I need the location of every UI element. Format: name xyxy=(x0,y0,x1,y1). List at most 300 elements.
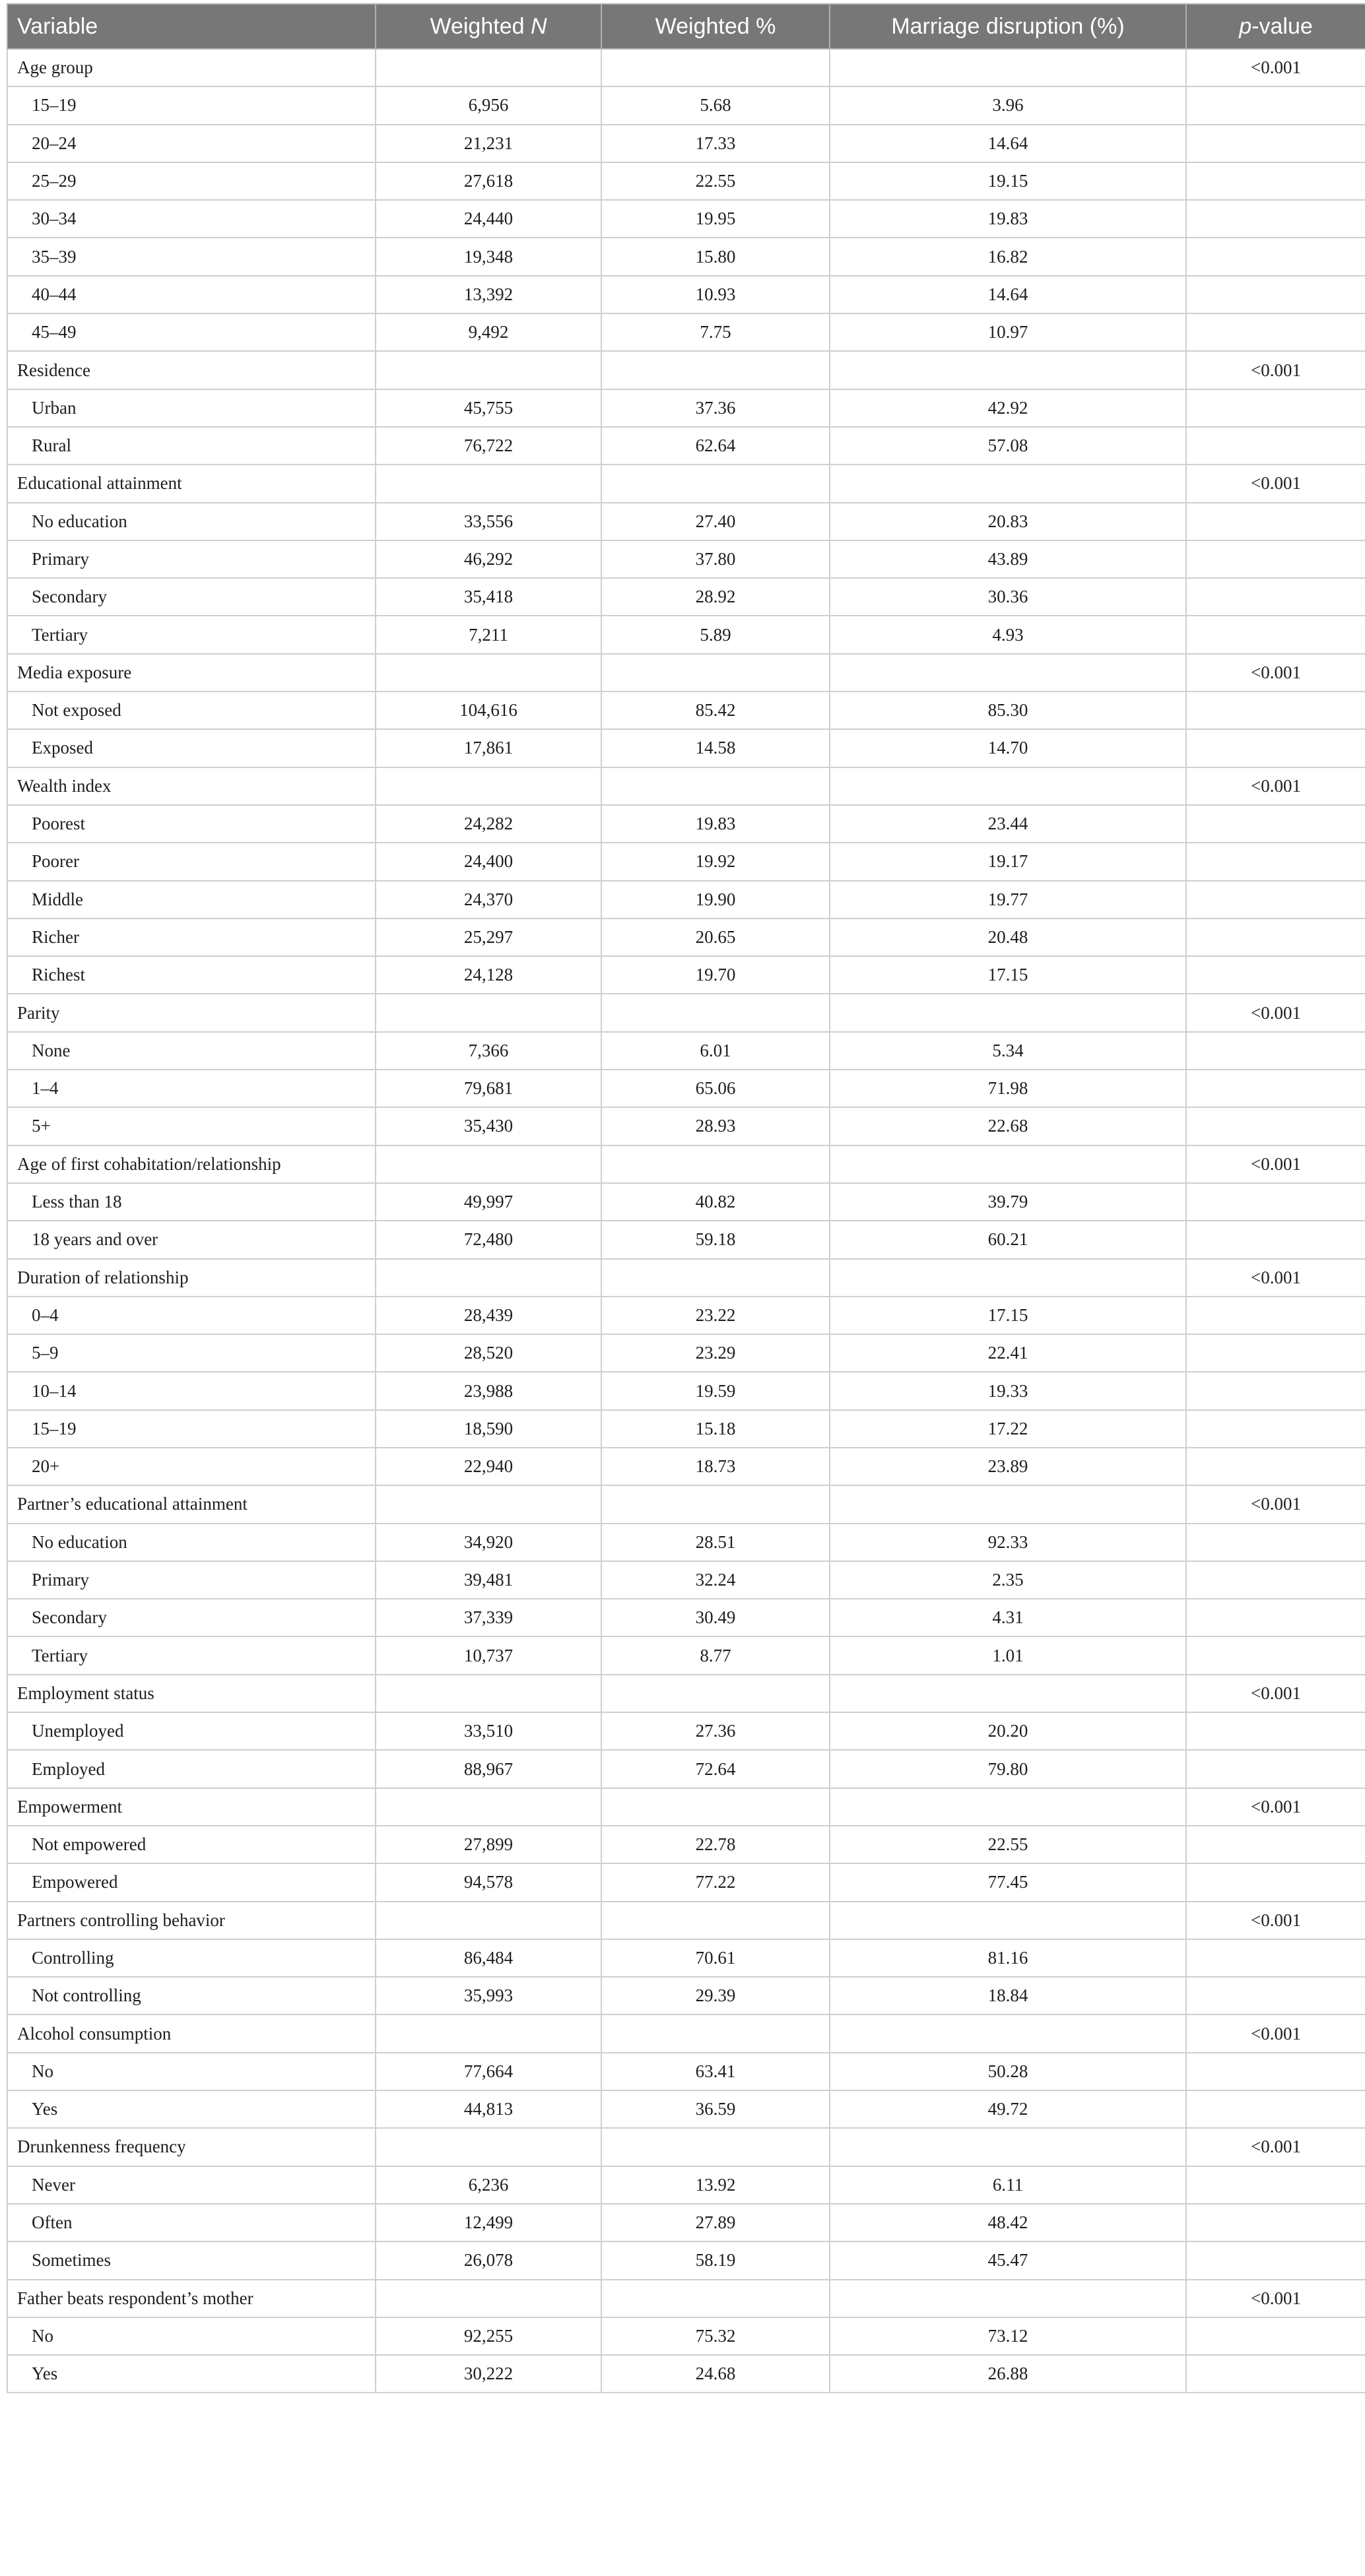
empty-cell xyxy=(1186,2317,1365,2355)
empty-cell xyxy=(1186,162,1365,200)
group-row xyxy=(7,767,1365,805)
p-value-cell: <0.001 xyxy=(1186,2014,1365,2052)
weighted-percent-cell: 22.78 xyxy=(601,1826,830,1863)
weighted-percent-cell: 27.40 xyxy=(601,503,830,540)
category-label: Rural xyxy=(7,427,376,465)
weighted-percent-cell: 24.68 xyxy=(601,2355,830,2393)
empty-cell xyxy=(1186,2090,1365,2128)
weighted-n-cell: 30,222 xyxy=(376,2355,601,2393)
p-value-cell: <0.001 xyxy=(1186,1788,1365,1826)
marriage-disruption-cell: 71.98 xyxy=(830,1070,1186,1107)
category-label: Yes xyxy=(7,2090,376,2128)
marriage-disruption-cell: 19.77 xyxy=(830,881,1186,918)
empty-cell xyxy=(376,2128,601,2166)
weighted-n-cell: 6,236 xyxy=(376,2166,601,2204)
p-value-cell: <0.001 xyxy=(1186,49,1365,86)
category-label: 15–19 xyxy=(7,86,376,124)
group-row xyxy=(7,2280,1365,2317)
empty-cell xyxy=(1186,427,1365,465)
empty-cell xyxy=(1186,313,1365,351)
weighted-percent-cell: 19.92 xyxy=(601,843,830,880)
weighted-n-cell: 21,231 xyxy=(376,125,601,162)
table-row xyxy=(7,1561,1365,1599)
weighted-percent-cell: 85.42 xyxy=(601,692,830,729)
marriage-disruption-cell: 57.08 xyxy=(830,427,1186,465)
weighted-n-cell: 37,339 xyxy=(376,1599,601,1636)
group-label: Empowerment xyxy=(7,1788,376,1826)
marriage-disruption-cell: 22.68 xyxy=(830,1107,1186,1145)
weighted-n-cell: 49,997 xyxy=(376,1183,601,1221)
table-row xyxy=(7,125,1365,162)
marriage-disruption-cell: 18.84 xyxy=(830,1977,1186,2014)
marriage-disruption-cell: 17.15 xyxy=(830,1297,1186,1334)
empty-cell xyxy=(601,1485,830,1523)
table-row xyxy=(7,692,1365,729)
marriage-disruption-cell: 73.12 xyxy=(830,2317,1186,2355)
table-row xyxy=(7,1977,1365,2014)
category-label: Middle xyxy=(7,881,376,918)
table-row xyxy=(7,2317,1365,2355)
p-value-cell: <0.001 xyxy=(1186,767,1365,805)
category-label: Exposed xyxy=(7,729,376,767)
table-row xyxy=(7,1826,1365,1863)
marriage-disruption-cell: 19.33 xyxy=(830,1372,1186,1409)
empty-cell xyxy=(1186,578,1365,616)
weighted-n-cell: 24,370 xyxy=(376,881,601,918)
table-row xyxy=(7,2204,1365,2241)
weighted-n-cell: 35,418 xyxy=(376,578,601,616)
weighted-percent-cell: 63.41 xyxy=(601,2053,830,2090)
group-label: Partner’s educational attainment xyxy=(7,1485,376,1523)
empty-cell xyxy=(1186,805,1365,843)
table-row xyxy=(7,2241,1365,2279)
p-value-cell: <0.001 xyxy=(1186,1485,1365,1523)
empty-cell xyxy=(1186,2053,1365,2090)
category-label: Never xyxy=(7,2166,376,2204)
table-row xyxy=(7,1334,1365,1372)
empty-cell xyxy=(1186,1863,1365,1901)
empty-cell xyxy=(376,1675,601,1712)
group-row xyxy=(7,351,1365,389)
empty-cell xyxy=(376,1145,601,1183)
table-row xyxy=(7,1221,1365,1258)
table-row xyxy=(7,881,1365,918)
table-row xyxy=(7,578,1365,616)
empty-cell xyxy=(376,2014,601,2052)
empty-cell xyxy=(376,1485,601,1523)
group-row xyxy=(7,654,1365,692)
category-label: Primary xyxy=(7,540,376,578)
empty-cell xyxy=(830,1788,1186,1826)
weighted-percent-cell: 30.49 xyxy=(601,1599,830,1636)
weighted-percent-cell: 72.64 xyxy=(601,1750,830,1787)
weighted-n-cell: 12,499 xyxy=(376,2204,601,2241)
category-label: 35–39 xyxy=(7,238,376,275)
weighted-n-cell: 77,664 xyxy=(376,2053,601,2090)
group-label: Age of first cohabitation/relationship xyxy=(7,1145,376,1183)
category-label: 1–4 xyxy=(7,1070,376,1107)
weighted-percent-cell: 65.06 xyxy=(601,1070,830,1107)
table-row xyxy=(7,313,1365,351)
empty-cell xyxy=(1186,1221,1365,1258)
category-label: Tertiary xyxy=(7,1636,376,1674)
weighted-percent-cell: 7.75 xyxy=(601,313,830,351)
weighted-percent-cell: 37.36 xyxy=(601,389,830,427)
marriage-disruption-cell: 10.97 xyxy=(830,313,1186,351)
weighted-percent-cell: 58.19 xyxy=(601,2241,830,2279)
empty-cell xyxy=(1186,540,1365,578)
weighted-percent-cell: 28.93 xyxy=(601,1107,830,1145)
weighted-percent-cell: 13.92 xyxy=(601,2166,830,2204)
weighted-percent-cell: 23.29 xyxy=(601,1334,830,1372)
weighted-n-cell: 7,211 xyxy=(376,616,601,653)
empty-cell xyxy=(1186,389,1365,427)
marriage-disruption-cell: 20.48 xyxy=(830,918,1186,956)
group-label: Wealth index xyxy=(7,767,376,805)
p-value-cell: <0.001 xyxy=(1186,351,1365,389)
marriage-disruption-table xyxy=(7,3,1365,2393)
group-row xyxy=(7,49,1365,86)
empty-cell xyxy=(1186,1750,1365,1787)
marriage-disruption-cell: 3.96 xyxy=(830,86,1186,124)
category-label: No education xyxy=(7,503,376,540)
weighted-percent-cell: 5.89 xyxy=(601,616,830,653)
header-weighted-n xyxy=(376,4,601,49)
empty-cell xyxy=(1186,1297,1365,1334)
weighted-percent-cell: 77.22 xyxy=(601,1863,830,1901)
category-label: Not exposed xyxy=(7,692,376,729)
category-label: Primary xyxy=(7,1561,376,1599)
category-label: Not empowered xyxy=(7,1826,376,1863)
marriage-disruption-cell: 48.42 xyxy=(830,2204,1186,2241)
empty-cell xyxy=(830,994,1186,1031)
marriage-disruption-cell: 16.82 xyxy=(830,238,1186,275)
table-row xyxy=(7,843,1365,880)
empty-cell xyxy=(1186,1939,1365,1977)
category-label: Controlling xyxy=(7,1939,376,1977)
empty-cell xyxy=(1186,692,1365,729)
weighted-n-cell: 23,988 xyxy=(376,1372,601,1409)
empty-cell xyxy=(1186,1410,1365,1448)
empty-cell xyxy=(830,2014,1186,2052)
table-row xyxy=(7,1599,1365,1636)
weighted-n-cell: 34,920 xyxy=(376,1524,601,1561)
weighted-n-cell: 39,481 xyxy=(376,1561,601,1599)
marriage-disruption-cell: 42.92 xyxy=(830,389,1186,427)
p-value-cell: <0.001 xyxy=(1186,2280,1365,2317)
weighted-n-cell: 6,956 xyxy=(376,86,601,124)
weighted-percent-cell: 59.18 xyxy=(601,1221,830,1258)
empty-cell xyxy=(376,767,601,805)
header-weighted-n-text: Weighted xyxy=(430,13,531,39)
category-label: Richest xyxy=(7,956,376,994)
category-label: Empowered xyxy=(7,1863,376,1901)
p-value-cell: <0.001 xyxy=(1186,1145,1365,1183)
table-row xyxy=(7,389,1365,427)
weighted-n-cell: 13,392 xyxy=(376,276,601,313)
category-label: Secondary xyxy=(7,1599,376,1636)
table-row xyxy=(7,86,1365,124)
weighted-n-cell: 46,292 xyxy=(376,540,601,578)
empty-cell xyxy=(1186,1032,1365,1070)
category-label: Poorest xyxy=(7,805,376,843)
group-label: Media exposure xyxy=(7,654,376,692)
marriage-disruption-cell: 4.31 xyxy=(830,1599,1186,1636)
empty-cell xyxy=(830,1675,1186,1712)
marriage-disruption-cell: 17.15 xyxy=(830,956,1186,994)
empty-cell xyxy=(830,654,1186,692)
marriage-disruption-cell: 14.64 xyxy=(830,125,1186,162)
empty-cell xyxy=(601,1145,830,1183)
weighted-percent-cell: 19.70 xyxy=(601,956,830,994)
group-label: Father beats respondent’s mother xyxy=(7,2280,376,2317)
group-label: Duration of relationship xyxy=(7,1259,376,1297)
category-label: 5+ xyxy=(7,1107,376,1145)
marriage-disruption-cell: 26.88 xyxy=(830,2355,1186,2393)
weighted-n-cell: 18,590 xyxy=(376,1410,601,1448)
weighted-n-cell: 9,492 xyxy=(376,313,601,351)
weighted-n-cell: 86,484 xyxy=(376,1939,601,1977)
group-label: Parity xyxy=(7,994,376,1031)
weighted-n-cell: 35,993 xyxy=(376,1977,601,2014)
empty-cell xyxy=(1186,2166,1365,2204)
table-row xyxy=(7,1939,1365,1977)
group-row xyxy=(7,2128,1365,2166)
empty-cell xyxy=(1186,125,1365,162)
marriage-disruption-cell: 6.11 xyxy=(830,2166,1186,2204)
weighted-percent-cell: 75.32 xyxy=(601,2317,830,2355)
marriage-disruption-cell: 60.21 xyxy=(830,1221,1186,1258)
weighted-n-cell: 76,722 xyxy=(376,427,601,465)
table-row xyxy=(7,1372,1365,1409)
category-label: 25–29 xyxy=(7,162,376,200)
header-p-value-text: -value xyxy=(1251,13,1313,39)
empty-cell xyxy=(376,1788,601,1826)
marriage-disruption-cell: 81.16 xyxy=(830,1939,1186,1977)
group-row xyxy=(7,994,1365,1031)
table-row xyxy=(7,1410,1365,1448)
group-row xyxy=(7,1675,1365,1712)
weighted-n-cell: 79,681 xyxy=(376,1070,601,1107)
group-row xyxy=(7,1145,1365,1183)
empty-cell xyxy=(601,2280,830,2317)
empty-cell xyxy=(1186,1561,1365,1599)
header-p-italic: p xyxy=(1239,13,1252,39)
empty-cell xyxy=(376,1902,601,1939)
table-row xyxy=(7,238,1365,275)
category-label: Secondary xyxy=(7,578,376,616)
weighted-n-cell: 17,861 xyxy=(376,729,601,767)
empty-cell xyxy=(1186,1524,1365,1561)
weighted-percent-cell: 23.22 xyxy=(601,1297,830,1334)
empty-cell xyxy=(1186,86,1365,124)
table-row xyxy=(7,1070,1365,1107)
empty-cell xyxy=(376,49,601,86)
empty-cell xyxy=(1186,1372,1365,1409)
empty-cell xyxy=(1186,1448,1365,1485)
empty-cell xyxy=(1186,918,1365,956)
category-label: Less than 18 xyxy=(7,1183,376,1221)
marriage-disruption-cell: 20.83 xyxy=(830,503,1186,540)
header-variable: Variable xyxy=(7,4,376,49)
marriage-disruption-cell: 23.89 xyxy=(830,1448,1186,1485)
weighted-percent-cell: 28.51 xyxy=(601,1524,830,1561)
marriage-disruption-cell: 20.20 xyxy=(830,1712,1186,1750)
table-row xyxy=(7,1524,1365,1561)
empty-cell xyxy=(376,654,601,692)
weighted-percent-cell: 40.82 xyxy=(601,1183,830,1221)
group-label: Age group xyxy=(7,49,376,86)
weighted-n-cell: 35,430 xyxy=(376,1107,601,1145)
table-row xyxy=(7,956,1365,994)
table-row xyxy=(7,1712,1365,1750)
p-value-cell: <0.001 xyxy=(1186,465,1365,502)
marriage-disruption-cell: 45.47 xyxy=(830,2241,1186,2279)
weighted-n-cell: 22,940 xyxy=(376,1448,601,1485)
group-row xyxy=(7,2014,1365,2052)
table-row xyxy=(7,200,1365,238)
weighted-percent-cell: 15.80 xyxy=(601,238,830,275)
weighted-n-cell: 72,480 xyxy=(376,1221,601,1258)
group-label: Partners controlling behavior xyxy=(7,1902,376,1939)
p-value-cell: <0.001 xyxy=(1186,1675,1365,1712)
weighted-n-cell: 33,556 xyxy=(376,503,601,540)
category-label: Unemployed xyxy=(7,1712,376,1750)
weighted-n-cell: 24,128 xyxy=(376,956,601,994)
weighted-n-cell: 19,348 xyxy=(376,238,601,275)
group-label: Alcohol consumption xyxy=(7,2014,376,2052)
marriage-disruption-cell: 49.72 xyxy=(830,2090,1186,2128)
table-row xyxy=(7,503,1365,540)
weighted-percent-cell: 27.36 xyxy=(601,1712,830,1750)
weighted-percent-cell: 14.58 xyxy=(601,729,830,767)
p-value-cell: <0.001 xyxy=(1186,994,1365,1031)
table-row xyxy=(7,162,1365,200)
marriage-disruption-cell: 14.64 xyxy=(830,276,1186,313)
marriage-disruption-cell: 4.93 xyxy=(830,616,1186,653)
category-label: Yes xyxy=(7,2355,376,2393)
weighted-percent-cell: 36.59 xyxy=(601,2090,830,2128)
category-label: Tertiary xyxy=(7,616,376,653)
group-row xyxy=(7,1902,1365,1939)
weighted-percent-cell: 19.90 xyxy=(601,881,830,918)
marriage-disruption-cell: 19.83 xyxy=(830,200,1186,238)
empty-cell xyxy=(1186,1183,1365,1221)
p-value-cell: <0.001 xyxy=(1186,654,1365,692)
weighted-n-cell: 25,297 xyxy=(376,918,601,956)
empty-cell xyxy=(601,994,830,1031)
weighted-percent-cell: 19.83 xyxy=(601,805,830,843)
empty-cell xyxy=(1186,1599,1365,1636)
table-row xyxy=(7,276,1365,313)
empty-cell xyxy=(1186,2241,1365,2279)
marriage-disruption-cell: 5.34 xyxy=(830,1032,1186,1070)
table-row xyxy=(7,918,1365,956)
category-label: No education xyxy=(7,1524,376,1561)
empty-cell xyxy=(601,1788,830,1826)
weighted-percent-cell: 22.55 xyxy=(601,162,830,200)
category-label: Urban xyxy=(7,389,376,427)
header-row xyxy=(7,4,1365,49)
weighted-percent-cell: 8.77 xyxy=(601,1636,830,1674)
group-label: Employment status xyxy=(7,1675,376,1712)
empty-cell xyxy=(1186,276,1365,313)
empty-cell xyxy=(1186,1107,1365,1145)
weighted-percent-cell: 17.33 xyxy=(601,125,830,162)
weighted-percent-cell: 20.65 xyxy=(601,918,830,956)
empty-cell xyxy=(830,465,1186,502)
category-label: 18 years and over xyxy=(7,1221,376,1258)
weighted-percent-cell: 29.39 xyxy=(601,1977,830,2014)
category-label: 20+ xyxy=(7,1448,376,1485)
empty-cell xyxy=(830,1902,1186,1939)
empty-cell xyxy=(1186,238,1365,275)
weighted-percent-cell: 28.92 xyxy=(601,578,830,616)
group-label: Residence xyxy=(7,351,376,389)
table-row xyxy=(7,729,1365,767)
empty-cell xyxy=(601,465,830,502)
empty-cell xyxy=(830,767,1186,805)
category-label: 30–34 xyxy=(7,200,376,238)
empty-cell xyxy=(376,351,601,389)
marriage-disruption-cell: 43.89 xyxy=(830,540,1186,578)
header-weighted-percent: Weighted % xyxy=(601,4,830,49)
marriage-disruption-cell: 2.35 xyxy=(830,1561,1186,1599)
empty-cell xyxy=(601,1675,830,1712)
weighted-n-cell: 94,578 xyxy=(376,1863,601,1901)
empty-cell xyxy=(1186,1070,1365,1107)
table-row xyxy=(7,1863,1365,1901)
weighted-n-cell: 45,755 xyxy=(376,389,601,427)
empty-cell xyxy=(1186,729,1365,767)
empty-cell xyxy=(830,1145,1186,1183)
empty-cell xyxy=(830,49,1186,86)
header-p-value xyxy=(1186,4,1365,49)
p-value-cell: <0.001 xyxy=(1186,2128,1365,2166)
marriage-disruption-cell: 23.44 xyxy=(830,805,1186,843)
weighted-percent-cell: 10.93 xyxy=(601,276,830,313)
weighted-n-cell: 7,366 xyxy=(376,1032,601,1070)
table-row xyxy=(7,2090,1365,2128)
weighted-n-cell: 27,899 xyxy=(376,1826,601,1863)
weighted-percent-cell: 27.89 xyxy=(601,2204,830,2241)
empty-cell xyxy=(830,1259,1186,1297)
weighted-n-cell: 33,510 xyxy=(376,1712,601,1750)
table-row xyxy=(7,427,1365,465)
empty-cell xyxy=(1186,956,1365,994)
weighted-n-cell: 24,400 xyxy=(376,843,601,880)
weighted-percent-cell: 15.18 xyxy=(601,1410,830,1448)
group-row xyxy=(7,1788,1365,1826)
empty-cell xyxy=(1186,503,1365,540)
category-label: 45–49 xyxy=(7,313,376,351)
marriage-disruption-cell: 22.55 xyxy=(830,1826,1186,1863)
empty-cell xyxy=(601,767,830,805)
category-label: Not controlling xyxy=(7,1977,376,2014)
marriage-disruption-cell: 50.28 xyxy=(830,2053,1186,2090)
category-label: No xyxy=(7,2053,376,2090)
table-row xyxy=(7,1636,1365,1674)
marriage-disruption-cell: 17.22 xyxy=(830,1410,1186,1448)
group-label: Drunkenness frequency xyxy=(7,2128,376,2166)
empty-cell xyxy=(830,351,1186,389)
group-row xyxy=(7,1259,1365,1297)
table-row xyxy=(7,805,1365,843)
weighted-percent-cell: 6.01 xyxy=(601,1032,830,1070)
category-label: Employed xyxy=(7,1750,376,1787)
empty-cell xyxy=(1186,1712,1365,1750)
marriage-disruption-cell: 22.41 xyxy=(830,1334,1186,1372)
